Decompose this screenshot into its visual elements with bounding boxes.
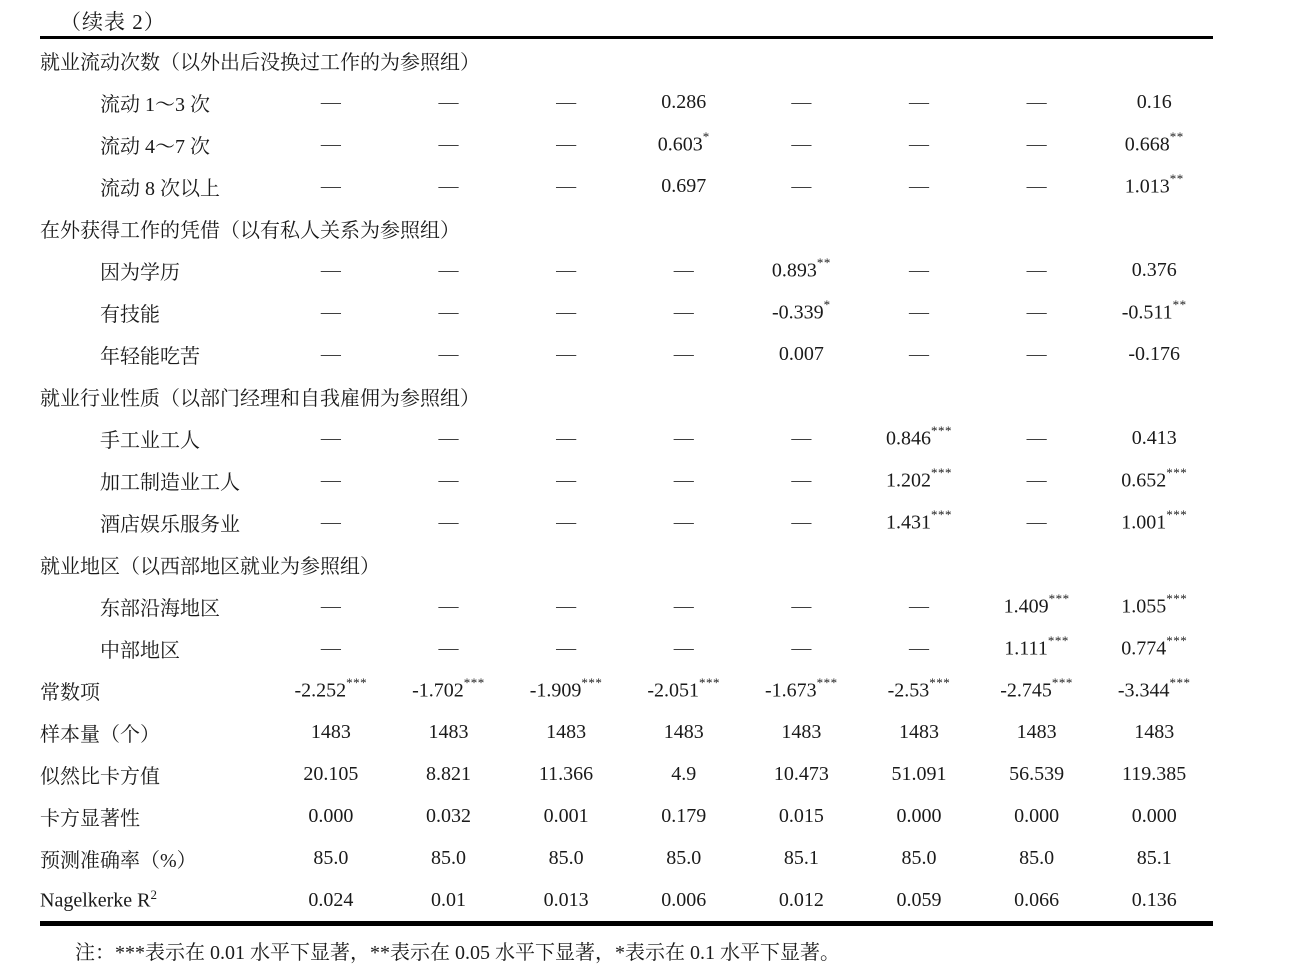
cell-value bbox=[978, 165, 1096, 207]
cell-value bbox=[743, 627, 861, 669]
cell-value bbox=[978, 123, 1096, 165]
table-row bbox=[40, 837, 1213, 879]
cell-value bbox=[390, 165, 508, 207]
empty-cell-dash: — bbox=[320, 258, 341, 281]
cell-value bbox=[860, 585, 978, 627]
table-row bbox=[40, 333, 1213, 375]
row-label: 手工业工人 bbox=[100, 429, 200, 452]
cell-value bbox=[390, 291, 508, 333]
row-label: 样本量（个） bbox=[40, 723, 160, 746]
empty-cell-dash: — bbox=[791, 468, 812, 491]
cell-value: 85.0 bbox=[666, 846, 702, 869]
empty-cell-dash: — bbox=[438, 594, 459, 617]
cell-value bbox=[507, 627, 625, 669]
row-label: 常数项 bbox=[40, 681, 100, 704]
cell-value bbox=[860, 291, 978, 333]
empty-cell-dash: — bbox=[1026, 342, 1047, 365]
empty-cell-dash: — bbox=[438, 258, 459, 281]
cell-value bbox=[390, 459, 508, 501]
cell-value bbox=[390, 417, 508, 459]
cell-value: 0.893** bbox=[771, 255, 831, 282]
cell-value: 1483 bbox=[781, 720, 822, 743]
cell-value bbox=[390, 627, 508, 669]
cell-value: 0.032 bbox=[425, 804, 471, 827]
cell-value: 0.652*** bbox=[1121, 465, 1188, 492]
cell-value bbox=[507, 417, 625, 459]
row-label: 卡方显著性 bbox=[40, 807, 140, 830]
empty-cell-dash: — bbox=[908, 594, 929, 617]
cell-value bbox=[507, 291, 625, 333]
cell-value: -2.745*** bbox=[1000, 675, 1073, 702]
section-label: 就业行业性质（以部门经理和自我雇佣为参照组） bbox=[40, 387, 480, 410]
cell-value: 0.007 bbox=[778, 342, 824, 365]
cell-value: 85.1 bbox=[783, 846, 819, 869]
cell-value bbox=[507, 459, 625, 501]
cell-value bbox=[860, 81, 978, 123]
empty-cell-dash: — bbox=[320, 342, 341, 365]
empty-cell-dash: — bbox=[556, 300, 577, 323]
empty-cell-dash: — bbox=[673, 510, 694, 533]
cell-value bbox=[507, 585, 625, 627]
empty-cell-dash: — bbox=[438, 426, 459, 449]
cell-value bbox=[625, 333, 743, 375]
empty-cell-dash: — bbox=[556, 90, 577, 113]
cell-value: 0.668** bbox=[1124, 129, 1184, 156]
row-label: 酒店娱乐服务业 bbox=[100, 513, 240, 536]
empty-cell-dash: — bbox=[673, 342, 694, 365]
cell-value: 0.024 bbox=[308, 888, 354, 911]
cell-value bbox=[625, 627, 743, 669]
empty-cell-dash: — bbox=[1026, 468, 1047, 491]
table-row bbox=[40, 879, 1213, 924]
empty-cell-dash: — bbox=[1026, 426, 1047, 449]
cell-value bbox=[743, 81, 861, 123]
cell-value bbox=[743, 459, 861, 501]
empty-cell-dash: — bbox=[556, 132, 577, 155]
empty-cell-dash: — bbox=[908, 636, 929, 659]
empty-cell-dash: — bbox=[1026, 90, 1047, 113]
empty-cell-dash: — bbox=[320, 132, 341, 155]
cell-value bbox=[272, 291, 390, 333]
empty-cell-dash: — bbox=[1026, 174, 1047, 197]
cell-value bbox=[272, 333, 390, 375]
empty-cell-dash: — bbox=[1026, 300, 1047, 323]
cell-value bbox=[625, 249, 743, 291]
section-header-row bbox=[40, 207, 1213, 249]
empty-cell-dash: — bbox=[556, 426, 577, 449]
cell-value bbox=[390, 501, 508, 543]
empty-cell-dash: — bbox=[673, 426, 694, 449]
empty-cell-dash: — bbox=[673, 468, 694, 491]
cell-value bbox=[507, 123, 625, 165]
empty-cell-dash: — bbox=[673, 300, 694, 323]
cell-value: 1483 bbox=[898, 720, 939, 743]
table-row bbox=[40, 81, 1213, 123]
cell-value: 0.846*** bbox=[885, 423, 952, 450]
cell-value: 85.0 bbox=[430, 846, 466, 869]
empty-cell-dash: — bbox=[673, 636, 694, 659]
empty-cell-dash: — bbox=[438, 342, 459, 365]
regression-results-table bbox=[40, 36, 1213, 926]
cell-value: 0.179 bbox=[661, 804, 707, 827]
cell-value bbox=[272, 165, 390, 207]
table-row bbox=[40, 795, 1213, 837]
cell-value bbox=[625, 501, 743, 543]
empty-cell-dash: — bbox=[556, 342, 577, 365]
cell-value: 0.286 bbox=[661, 90, 707, 113]
cell-value: 1483 bbox=[1134, 720, 1175, 743]
row-label: 预测准确率（%） bbox=[40, 849, 197, 872]
row-label: 流动 1～3 次 bbox=[100, 93, 210, 116]
cell-value: 0.16 bbox=[1136, 90, 1172, 113]
empty-cell-dash: — bbox=[673, 258, 694, 281]
cell-value bbox=[978, 459, 1096, 501]
table-row bbox=[40, 585, 1213, 627]
cell-value: -2.53*** bbox=[887, 675, 951, 702]
section-label: 就业地区（以西部地区就业为参照组） bbox=[40, 555, 380, 578]
empty-cell-dash: — bbox=[791, 132, 812, 155]
cell-value: -0.176 bbox=[1128, 342, 1181, 365]
empty-cell-dash: — bbox=[791, 426, 812, 449]
empty-cell-dash: — bbox=[320, 636, 341, 659]
cell-value bbox=[743, 417, 861, 459]
empty-cell-dash: — bbox=[791, 636, 812, 659]
cell-value bbox=[507, 81, 625, 123]
empty-cell-dash: — bbox=[1026, 510, 1047, 533]
empty-cell-dash: — bbox=[1026, 132, 1047, 155]
cell-value: -2.051*** bbox=[647, 675, 721, 702]
cell-value bbox=[507, 165, 625, 207]
cell-value: 0.059 bbox=[896, 888, 942, 911]
cell-value: 1.409*** bbox=[1003, 591, 1070, 618]
empty-cell-dash: — bbox=[438, 468, 459, 491]
table-row bbox=[40, 165, 1213, 207]
cell-value: 0.774*** bbox=[1121, 633, 1188, 660]
empty-cell-dash: — bbox=[438, 300, 459, 323]
empty-cell-dash: — bbox=[320, 594, 341, 617]
table-row bbox=[40, 417, 1213, 459]
cell-value bbox=[978, 333, 1096, 375]
cell-value bbox=[272, 585, 390, 627]
table-row bbox=[40, 291, 1213, 333]
results-table-wrap bbox=[40, 36, 1213, 926]
cell-value bbox=[272, 459, 390, 501]
row-label: 年轻能吃苦 bbox=[100, 345, 200, 368]
cell-value bbox=[978, 81, 1096, 123]
cell-value bbox=[390, 585, 508, 627]
empty-cell-dash: — bbox=[320, 300, 341, 323]
cell-value: 0.066 bbox=[1014, 888, 1060, 911]
cell-value: 1.055*** bbox=[1121, 591, 1188, 618]
table-row bbox=[40, 753, 1213, 795]
cell-value bbox=[507, 333, 625, 375]
cell-value: 0.000 bbox=[896, 804, 942, 827]
cell-value: 1.111*** bbox=[1004, 633, 1069, 660]
row-label: 东部沿海地区 bbox=[100, 597, 220, 620]
cell-value: 0.01 bbox=[430, 888, 466, 911]
cell-value bbox=[390, 249, 508, 291]
cell-value: 1.001*** bbox=[1121, 507, 1188, 534]
cell-value bbox=[390, 333, 508, 375]
cell-value bbox=[272, 123, 390, 165]
cell-value bbox=[272, 627, 390, 669]
empty-cell-dash: — bbox=[556, 468, 577, 491]
empty-cell-dash: — bbox=[556, 174, 577, 197]
cell-value bbox=[625, 291, 743, 333]
cell-value: 8.821 bbox=[425, 762, 471, 785]
cell-value: 56.539 bbox=[1009, 762, 1065, 785]
table-row bbox=[40, 459, 1213, 501]
empty-cell-dash: — bbox=[1026, 258, 1047, 281]
row-label: 加工制造业工人 bbox=[100, 471, 240, 494]
row-label: 似然比卡方值 bbox=[40, 765, 160, 788]
cell-value: 85.0 bbox=[901, 846, 937, 869]
cell-value: 1.431*** bbox=[885, 507, 952, 534]
cell-value: 1483 bbox=[310, 720, 351, 743]
cell-value bbox=[390, 81, 508, 123]
cell-value bbox=[507, 249, 625, 291]
cell-value bbox=[978, 501, 1096, 543]
cell-value: 1483 bbox=[1016, 720, 1057, 743]
cell-value: 11.366 bbox=[538, 762, 594, 785]
cell-value: -0.339* bbox=[771, 297, 831, 324]
empty-cell-dash: — bbox=[908, 300, 929, 323]
cell-value: 0.413 bbox=[1131, 426, 1177, 449]
cell-value: 0.000 bbox=[308, 804, 354, 827]
cell-value bbox=[743, 501, 861, 543]
cell-value bbox=[978, 291, 1096, 333]
empty-cell-dash: — bbox=[791, 174, 812, 197]
cell-value bbox=[625, 417, 743, 459]
table-body bbox=[40, 38, 1213, 924]
empty-cell-dash: — bbox=[556, 636, 577, 659]
cell-value bbox=[860, 249, 978, 291]
row-label: 有技能 bbox=[100, 303, 160, 326]
cell-value: 1483 bbox=[428, 720, 469, 743]
cell-value: 0.000 bbox=[1014, 804, 1060, 827]
cell-value: 20.105 bbox=[303, 762, 359, 785]
cell-value: 85.0 bbox=[1019, 846, 1055, 869]
empty-cell-dash: — bbox=[438, 132, 459, 155]
cell-value bbox=[272, 249, 390, 291]
continued-table-title: （续表 2） bbox=[60, 10, 166, 34]
table-row bbox=[40, 669, 1213, 711]
cell-value: 1.013** bbox=[1124, 171, 1184, 198]
cell-value bbox=[625, 459, 743, 501]
cell-value: -0.511** bbox=[1121, 297, 1187, 324]
table-row bbox=[40, 249, 1213, 291]
empty-cell-dash: — bbox=[908, 258, 929, 281]
empty-cell-dash: — bbox=[438, 510, 459, 533]
cell-value: 85.0 bbox=[548, 846, 584, 869]
cell-value: 10.473 bbox=[773, 762, 829, 785]
cell-value: 51.091 bbox=[891, 762, 947, 785]
table-row bbox=[40, 123, 1213, 165]
empty-cell-dash: — bbox=[438, 636, 459, 659]
cell-value: 1.202*** bbox=[885, 465, 952, 492]
row-label: 流动 4～7 次 bbox=[100, 135, 210, 158]
cell-value: 1483 bbox=[546, 720, 587, 743]
empty-cell-dash: — bbox=[791, 510, 812, 533]
cell-value: 0.697 bbox=[661, 174, 707, 197]
cell-value: 0.015 bbox=[778, 804, 824, 827]
cell-value bbox=[390, 123, 508, 165]
section-label: 在外获得工作的凭借（以有私人关系为参照组） bbox=[40, 219, 460, 242]
cell-value: -1.909*** bbox=[529, 675, 603, 702]
cell-value: 0.001 bbox=[543, 804, 589, 827]
cell-value: 0.000 bbox=[1131, 804, 1177, 827]
cell-value: 0.136 bbox=[1131, 888, 1177, 911]
section-label: 就业流动次数（以外出后没换过工作的为参照组） bbox=[40, 51, 480, 74]
empty-cell-dash: — bbox=[438, 174, 459, 197]
cell-value bbox=[860, 333, 978, 375]
cell-value: 0.006 bbox=[661, 888, 707, 911]
empty-cell-dash: — bbox=[320, 174, 341, 197]
cell-value: 4.9 bbox=[671, 762, 697, 785]
section-header-row bbox=[40, 543, 1213, 585]
row-label: 因为学历 bbox=[100, 261, 180, 284]
cell-value bbox=[860, 627, 978, 669]
empty-cell-dash: — bbox=[320, 90, 341, 113]
cell-value: -1.702*** bbox=[412, 675, 485, 702]
empty-cell-dash: — bbox=[438, 90, 459, 113]
cell-value: 119.385 bbox=[1122, 762, 1187, 785]
cell-value bbox=[743, 165, 861, 207]
cell-value: 0.376 bbox=[1131, 258, 1177, 281]
empty-cell-dash: — bbox=[320, 468, 341, 491]
cell-value: 85.0 bbox=[313, 846, 349, 869]
cell-value: 1483 bbox=[663, 720, 704, 743]
cell-value bbox=[272, 81, 390, 123]
empty-cell-dash: — bbox=[791, 90, 812, 113]
cell-value bbox=[625, 585, 743, 627]
cell-value bbox=[272, 501, 390, 543]
cell-value bbox=[743, 585, 861, 627]
cell-value: -1.673*** bbox=[764, 675, 838, 702]
cell-value bbox=[978, 249, 1096, 291]
table-row bbox=[40, 711, 1213, 753]
table-row bbox=[40, 627, 1213, 669]
row-label: 流动 8 次以上 bbox=[100, 177, 220, 200]
cell-value bbox=[860, 123, 978, 165]
cell-value bbox=[272, 417, 390, 459]
empty-cell-dash: — bbox=[908, 132, 929, 155]
cell-value bbox=[743, 123, 861, 165]
empty-cell-dash: — bbox=[673, 594, 694, 617]
significance-note: 注：***表示在 0.01 水平下显著，**表示在 0.05 水平下显著，*表示在 0.1 水平下显著。 bbox=[75, 942, 840, 964]
cell-value: 0.013 bbox=[543, 888, 589, 911]
empty-cell-dash: — bbox=[908, 342, 929, 365]
section-header-row bbox=[40, 375, 1213, 417]
empty-cell-dash: — bbox=[556, 258, 577, 281]
empty-cell-dash: — bbox=[320, 426, 341, 449]
empty-cell-dash: — bbox=[556, 594, 577, 617]
row-label: 中部地区 bbox=[100, 639, 180, 662]
cell-value: -3.344*** bbox=[1117, 675, 1191, 702]
empty-cell-dash: — bbox=[908, 174, 929, 197]
cell-value: 0.603* bbox=[657, 129, 710, 156]
empty-cell-dash: — bbox=[320, 510, 341, 533]
cell-value: 0.012 bbox=[778, 888, 824, 911]
table-row bbox=[40, 501, 1213, 543]
empty-cell-dash: — bbox=[908, 90, 929, 113]
empty-cell-dash: — bbox=[791, 594, 812, 617]
cell-value: -2.252*** bbox=[294, 675, 368, 702]
cell-value: 85.1 bbox=[1136, 846, 1172, 869]
row-label: Nagelkerke $R^2$ bbox=[40, 887, 158, 912]
cell-value bbox=[860, 165, 978, 207]
section-header-row bbox=[40, 38, 1213, 82]
cell-value bbox=[507, 501, 625, 543]
empty-cell-dash: — bbox=[556, 510, 577, 533]
cell-value bbox=[978, 417, 1096, 459]
